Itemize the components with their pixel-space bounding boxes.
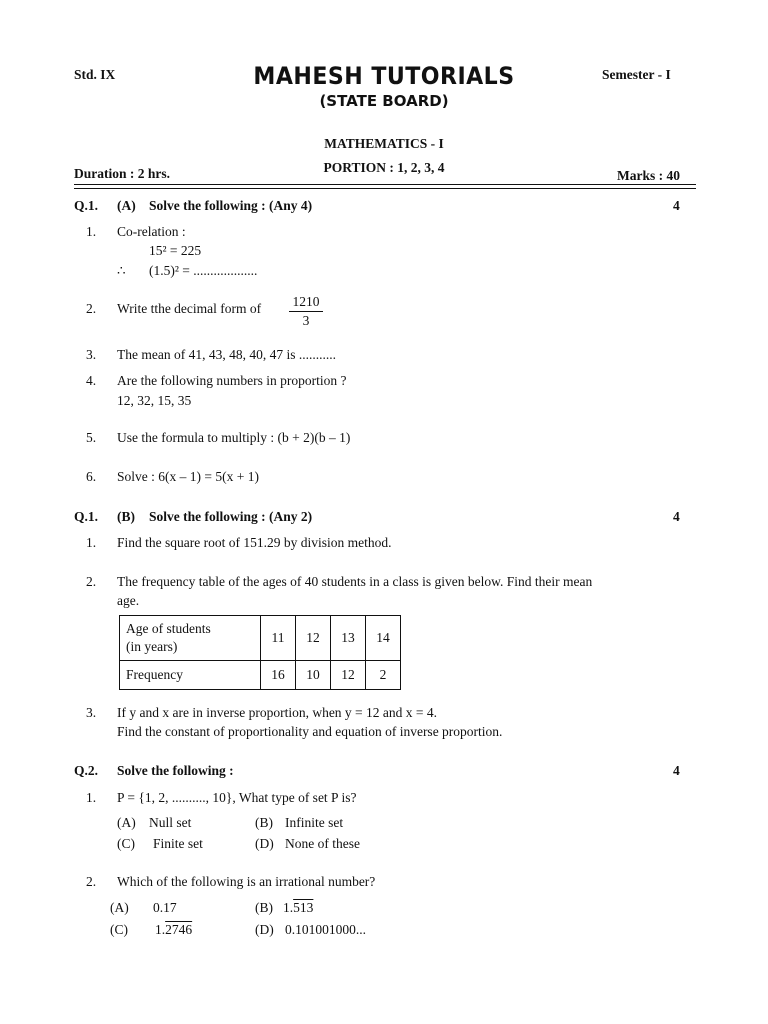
q1b-item3-text: If y and x are in inverse proportion, when y = 12 and x = 4. xyxy=(117,705,438,720)
q1a-item2-text: Write tthe decimal form of xyxy=(117,301,262,316)
option-text-plain: 1. xyxy=(155,922,166,937)
q1b-part: (B) xyxy=(117,509,135,524)
option-text-recurring xyxy=(155,922,192,938)
marks-label: Marks : 40 xyxy=(617,168,680,183)
q1a-marks: 4 xyxy=(673,198,680,213)
q1a-heading: Solve the following : (Any 4) xyxy=(149,198,313,213)
fraction-numerator: 1210 xyxy=(289,294,323,312)
q1a-part: (A) xyxy=(117,198,136,213)
table-cell: 14 xyxy=(366,616,401,661)
board-subtitle: (STATE BOARD) xyxy=(319,92,449,110)
portion-label: PORTION : 1, 2, 3, 4 xyxy=(323,160,445,175)
q1b-label: Q.1. xyxy=(74,509,99,524)
q1a-item4-text: Are the following numbers in proportion ? xyxy=(117,373,347,388)
option-key: (D) xyxy=(255,836,274,851)
q1b-item1-num: 1. xyxy=(86,535,97,550)
option-key: (A) xyxy=(117,815,136,830)
q1a-item6-num: 6. xyxy=(86,469,97,484)
q1a-item1-line3: (1.5)² = ................... xyxy=(149,263,258,278)
q1a-item5-text: Use the formula to multiply : (b + 2)(b – 1) xyxy=(117,430,351,445)
option-key: (A) xyxy=(110,900,129,915)
semester-label: Semester - I xyxy=(602,67,671,82)
q1a-item1-num: 1. xyxy=(86,224,97,239)
option-text: None of these xyxy=(285,836,360,851)
option-key: (B) xyxy=(255,900,273,915)
q2-item2-text: Which of the following is an irrational number? xyxy=(117,874,376,889)
table-cell: 2 xyxy=(366,661,401,690)
q1b-item2-text: The frequency table of the ages of 40 students in a class is given below. Find their mean xyxy=(117,574,593,589)
option-text-overline: 513 xyxy=(293,900,314,915)
option-text: Infinite set xyxy=(285,815,344,830)
subject-label: MATHEMATICS - I xyxy=(324,136,444,151)
q1b-item2-line2: age. xyxy=(117,593,140,608)
table-cell: 13 xyxy=(331,616,366,661)
option-key: (C) xyxy=(117,836,135,851)
q1b-heading: Solve the following : (Any 2) xyxy=(149,509,313,524)
option-text: Null set xyxy=(149,815,192,830)
option-key: (B) xyxy=(255,815,273,830)
table-cell: 12 xyxy=(296,616,331,661)
standard-label: Std. IX xyxy=(74,67,116,82)
q2-item1-num: 1. xyxy=(86,790,97,805)
header-rule xyxy=(74,184,696,185)
q1a-item3-num: 3. xyxy=(86,347,97,362)
therefore-symbol: ∴ xyxy=(117,263,126,278)
q2-item2-num: 2. xyxy=(86,874,97,889)
q2-marks: 4 xyxy=(673,763,680,778)
option-text: 0.101001000... xyxy=(285,922,366,937)
duration-label: Duration : 2 hrs. xyxy=(74,166,171,181)
option-text: Finite set xyxy=(153,836,203,851)
q2-label: Q.2. xyxy=(74,763,99,778)
option-text-plain: 1. xyxy=(283,900,294,915)
q1b-item3-num: 3. xyxy=(86,705,97,720)
table-cell: 12 xyxy=(331,661,366,690)
option-key: (C) xyxy=(110,922,128,937)
q2-heading: Solve the following : xyxy=(117,763,234,778)
table-row xyxy=(120,661,401,690)
q2-item1-text: P = {1, 2, .........., 10}, What type of set P is? xyxy=(117,790,357,805)
frequency-table xyxy=(119,615,401,690)
header-rule-thin xyxy=(74,188,696,189)
option-text-overline: 2746 xyxy=(165,922,193,937)
table-cell-frequency-label: Frequency xyxy=(120,661,261,690)
table-cell: 16 xyxy=(261,661,296,690)
q1b-item2-num: 2. xyxy=(86,574,97,589)
q1a-item5-num: 5. xyxy=(86,430,97,445)
option-key: (D) xyxy=(255,922,274,937)
q1a-item1-line2: 15² = 225 xyxy=(149,243,202,258)
option-text-recurring xyxy=(283,900,313,916)
q1b-marks: 4 xyxy=(673,509,680,524)
institute-title: MAHESH TUTORIALS xyxy=(253,62,515,90)
q1a-item3-text: The mean of 41, 43, 48, 40, 47 is ........... xyxy=(117,347,336,362)
q1a-item6-text: Solve : 6(x – 1) = 5(x + 1) xyxy=(117,469,259,484)
q1a-label: Q.1. xyxy=(74,198,99,213)
age-label-line2: (in years) xyxy=(126,639,178,654)
q1a-item4-num: 4. xyxy=(86,373,97,388)
table-cell: 11 xyxy=(261,616,296,661)
age-label-line1: Age of students xyxy=(126,621,211,636)
q1a-item1-text: Co-relation : xyxy=(117,224,186,239)
table-row xyxy=(120,616,401,661)
q1a-item4-line2: 12, 32, 15, 35 xyxy=(117,393,192,408)
table-cell: 10 xyxy=(296,661,331,690)
fraction-denominator: 3 xyxy=(302,313,310,328)
q1b-item1-text: Find the square root of 151.29 by division method. xyxy=(117,535,392,550)
fraction xyxy=(289,294,323,329)
table-cell-age-label xyxy=(120,616,261,661)
option-text: 0.17 xyxy=(153,900,177,915)
q1b-item3-line2: Find the constant of proportionality and equation of inverse proportion. xyxy=(117,724,503,739)
q1a-item2-num: 2. xyxy=(86,301,97,316)
